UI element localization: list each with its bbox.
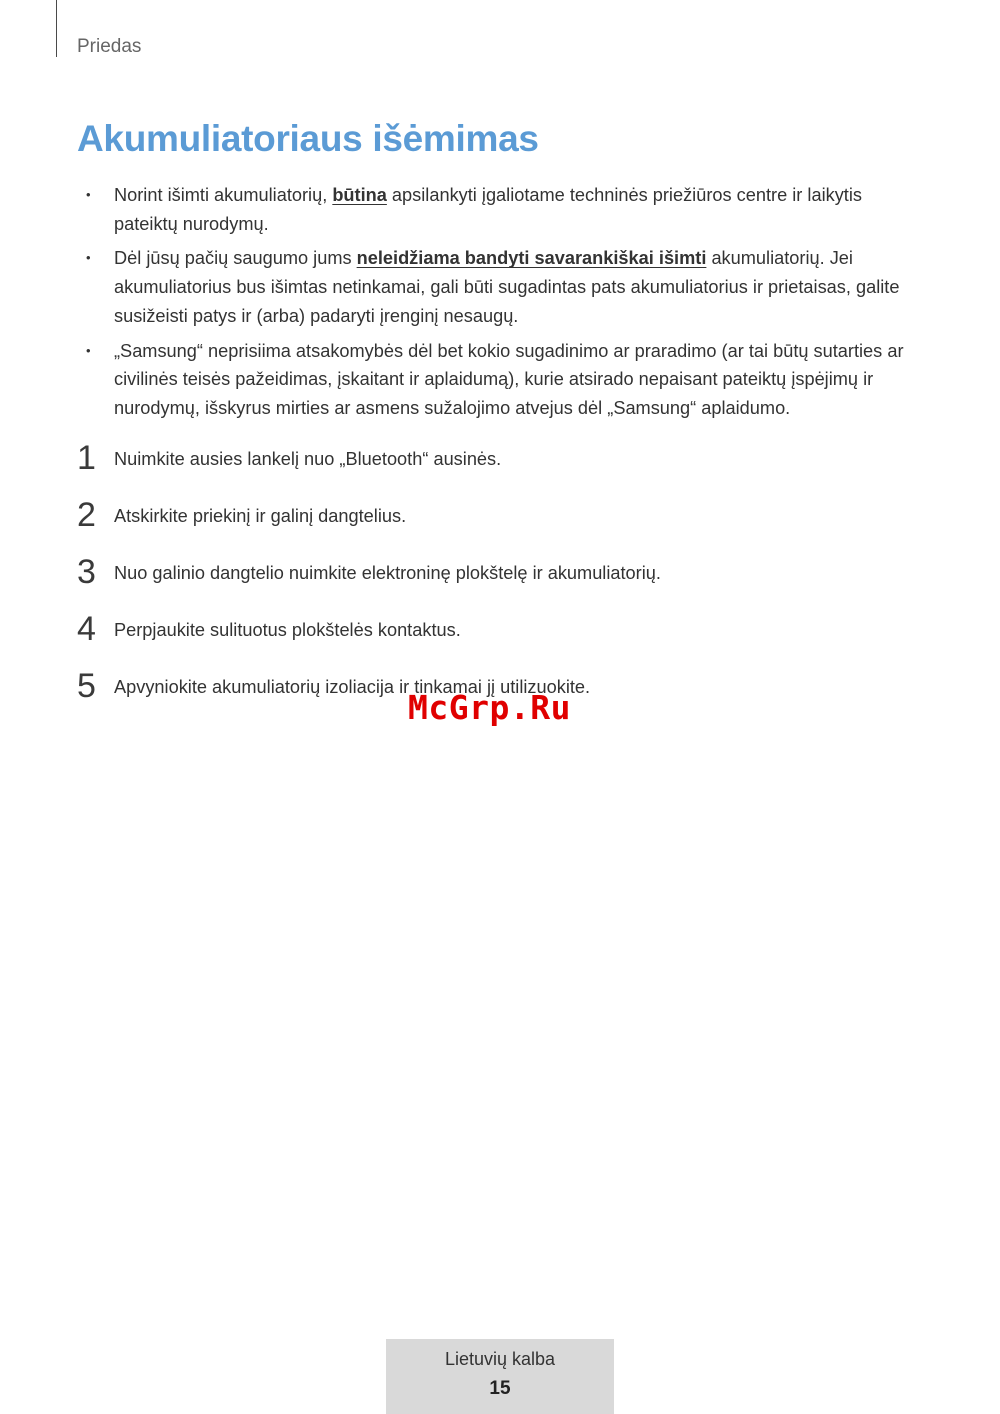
step-number: 2	[77, 496, 96, 534]
step-text: Nuo galinio dangtelio nuimkite elektroninę plokštelę ir akumuliatorių.	[114, 563, 661, 583]
header-rule	[56, 0, 57, 57]
step-item	[77, 438, 937, 495]
bullet-icon: •	[86, 342, 91, 358]
step-number: 3	[77, 553, 96, 591]
bullet-text: Dėl jūsų pačių saugumo jums	[114, 248, 357, 269]
bullet-text: apsilankyti įgaliotame techninės priežiūros centre ir laikytis pateiktų nurodymų.	[114, 185, 862, 234]
bullet-text: Norint išimti akumuliatorių,	[114, 185, 333, 205]
page-footer	[386, 1339, 614, 1414]
step-item	[77, 609, 937, 666]
step-item	[77, 495, 937, 552]
footer-language: Lietuvių kalba	[444, 1349, 556, 1369]
section-label: Priedas	[77, 36, 142, 57]
list-item	[86, 181, 926, 238]
step-item	[77, 552, 937, 609]
bullet-text: „Samsung“ neprisiima atsakomybės dėl bet kokio sugadinimo ar praradimo (ar tai būtų sutarties ar civilinės teisės pažeidimas, įskaitant ir aplaidumą), kurie atsirado nepaisant pateiktų įspėjimų ir nurodymų, išskyrus mirties ar asmens sužalojimo atvejus dėl „Samsung“ aplaidumo.	[114, 340, 904, 418]
list-item	[86, 244, 926, 330]
step-number: 4	[77, 610, 96, 648]
bullet-text: akumuliatorių. Jei akumuliatorius bus išimtas netinkamai, gali būti sugadintas pats akumuliatorius ir prietaisas, galite susižeisti patys ir (arba) padaryti įrenginį nesaugų.	[114, 248, 900, 326]
page-title: Akumuliatoriaus išėmimas	[77, 118, 539, 159]
bullet-icon: •	[86, 250, 91, 266]
step-number: 1	[77, 439, 96, 477]
step-text: Perpjaukite sulituotus plokštelės kontaktus.	[114, 620, 461, 640]
watermark: McGrp.Ru	[408, 688, 571, 727]
step-text: Atskirkite priekinį ir galinį dangtelius.	[114, 506, 407, 526]
list-item	[86, 337, 926, 423]
emphasis-text: neleidžiama bandyti savarankiškai išimti	[356, 248, 707, 269]
step-text: Apvyniokite akumuliatorių izoliacija ir tinkamai jį utilizuokite.	[114, 677, 591, 697]
warning-list	[86, 181, 926, 429]
emphasis-text: būtina	[332, 185, 387, 205]
page-number: 15	[489, 1378, 511, 1399]
step-number: 5	[77, 667, 96, 705]
step-text: Nuimkite ausies lankelį nuo „Bluetooth“ ausinės.	[114, 449, 502, 469]
steps-list	[77, 438, 937, 723]
bullet-icon: •	[86, 187, 91, 202]
